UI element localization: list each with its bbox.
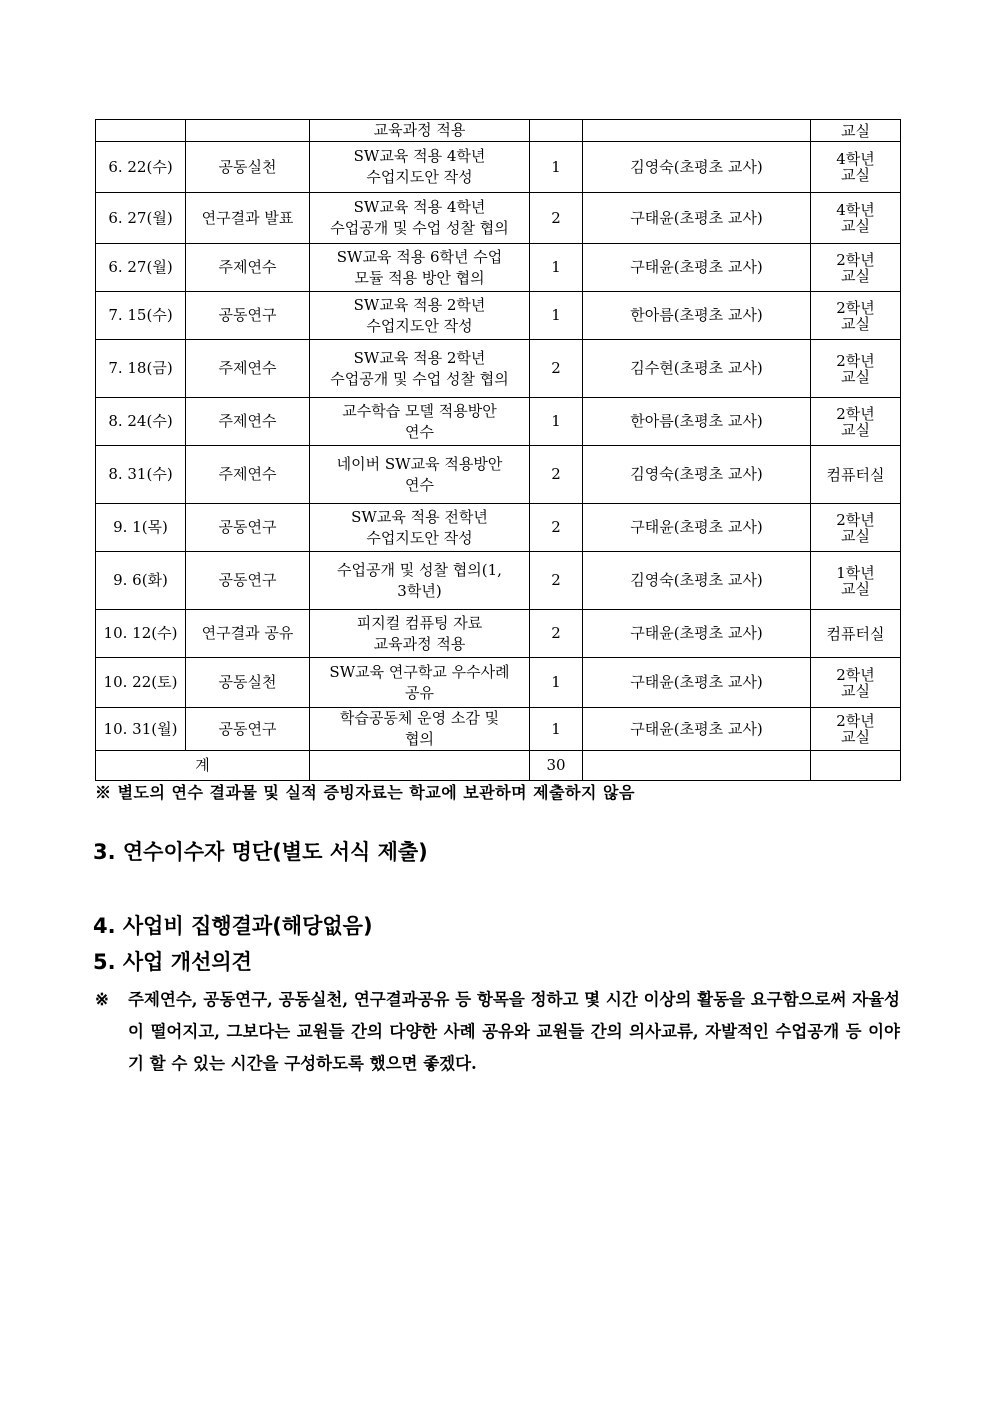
content-line: 수업지도안 작성: [366, 316, 473, 335]
total-hours-cell: 30: [530, 751, 583, 781]
content-cell: [310, 292, 530, 340]
hours-cell: 2: [530, 446, 583, 504]
date-cell: 10. 12(수): [96, 610, 186, 658]
location-cell: [811, 292, 901, 340]
hours-cell: 2: [530, 610, 583, 658]
location-cell: [811, 658, 901, 708]
table-row: [96, 708, 901, 751]
table-row: [96, 552, 901, 610]
type-cell: 공동실천: [186, 142, 310, 193]
content-line: 수업공개 및 성찰 협의(1,: [337, 560, 502, 579]
content-line: 교육과정 적용: [373, 121, 466, 139]
content-line: SW교육 적용 2학년: [353, 295, 486, 314]
location-cell: [811, 504, 901, 552]
location-line: 교실: [841, 367, 870, 386]
content-cell: [310, 120, 530, 142]
instructor-cell: 김영숙(초평초 교사): [583, 552, 811, 610]
content-cell: [310, 340, 530, 398]
instructor-cell: 구태윤(초평초 교사): [583, 708, 811, 751]
hours-cell: 2: [530, 340, 583, 398]
location-line: 2학년: [836, 404, 875, 423]
type-cell: 공동연구: [186, 292, 310, 340]
hours-cell: 2: [530, 504, 583, 552]
content-line: 모듈 적용 방안 협의: [354, 268, 485, 287]
table-row: [96, 398, 901, 446]
content-cell: [310, 552, 530, 610]
location-cell: [811, 446, 901, 504]
location-cell: [811, 244, 901, 292]
total-row: [96, 751, 901, 781]
content-line: 교수학습 모델 적용방안: [342, 401, 497, 420]
type-cell: 공동연구: [186, 504, 310, 552]
content-line: 협의: [405, 730, 434, 748]
table-body: [96, 120, 901, 781]
table-row: [96, 658, 901, 708]
type-cell: 주제연수: [186, 398, 310, 446]
location-cell: [811, 552, 901, 610]
location-cell: [811, 708, 901, 751]
location-line: 4학년: [836, 201, 875, 219]
content-line: 피지컬 컴퓨팅 자료: [356, 613, 483, 632]
type-cell: 연구결과 발표: [186, 193, 310, 244]
content-line: 네이버 SW교육 적용방안: [336, 454, 503, 473]
hours-cell: 1: [530, 244, 583, 292]
hours-cell: 1: [530, 292, 583, 340]
location-line: 교실: [841, 526, 870, 545]
hours-cell: 1: [530, 142, 583, 193]
instructor-cell: 구태윤(초평초 교사): [583, 244, 811, 292]
content-cell: [310, 658, 530, 708]
location-line: 4학년: [836, 150, 875, 168]
location-cell: [811, 398, 901, 446]
location-line: 교실: [841, 579, 870, 598]
location-line: 컴퓨터실: [826, 624, 885, 643]
content-line: 교육과정 적용: [373, 634, 466, 653]
section-3-heading: 3. 연수이수자 명단(별도 서식 제출): [93, 840, 428, 864]
location-line: 교실: [841, 728, 870, 746]
content-line: 연수: [405, 475, 434, 494]
location-line: 1학년: [836, 563, 875, 582]
table-row: [96, 446, 901, 504]
total-label-cell: 계: [96, 751, 310, 781]
total-location-cell: [811, 751, 901, 781]
date-cell: 8. 24(수): [96, 398, 186, 446]
date-cell: 7. 15(수): [96, 292, 186, 340]
content-cell: [310, 446, 530, 504]
content-line: SW교육 적용 전학년: [351, 507, 488, 526]
content-line: 수업지도안 작성: [366, 528, 473, 547]
location-cell: [811, 610, 901, 658]
content-line: SW교육 적용 4학년: [353, 147, 486, 165]
instructor-cell: 한아름(초평초 교사): [583, 292, 811, 340]
instructor-cell: 김영숙(초평초 교사): [583, 446, 811, 504]
total-content-cell: [310, 751, 530, 781]
instructor-cell: 구태윤(초평초 교사): [583, 504, 811, 552]
location-line: 컴퓨터실: [826, 465, 885, 484]
content-line: 공유: [405, 683, 434, 702]
date-cell: 10. 31(월): [96, 708, 186, 751]
location-cell: [811, 120, 901, 142]
date-cell: 6. 22(수): [96, 142, 186, 193]
table-row: [96, 292, 901, 340]
instructor-cell: 김수현(초평초 교사): [583, 340, 811, 398]
section-5-heading: 5. 사업 개선의견: [93, 950, 252, 974]
content-line: 수업지도안 작성: [366, 168, 473, 186]
instructor-cell: 구태윤(초평초 교사): [583, 658, 811, 708]
hours-cell: 2: [530, 193, 583, 244]
location-cell: [811, 340, 901, 398]
type-cell: 연구결과 공유: [186, 610, 310, 658]
content-line: 연수: [405, 422, 434, 441]
location-line: 2학년: [836, 298, 875, 317]
hours-cell: 2: [530, 552, 583, 610]
table-row: [96, 142, 901, 193]
location-line: 교실: [841, 420, 870, 439]
instructor-cell: [583, 120, 811, 142]
location-line: 교실: [841, 121, 870, 140]
content-cell: [310, 193, 530, 244]
type-cell: 공동연구: [186, 552, 310, 610]
location-cell: [811, 193, 901, 244]
reference-mark: ※: [95, 990, 109, 1009]
content-line: SW교육 적용 2학년: [353, 348, 486, 367]
date-cell: 6. 27(월): [96, 244, 186, 292]
date-cell: 8. 31(수): [96, 446, 186, 504]
table-row: [96, 244, 901, 292]
section-4-heading: 4. 사업비 집행결과(해당없음): [93, 914, 373, 938]
hours-cell: 1: [530, 398, 583, 446]
location-line: 교실: [841, 266, 870, 285]
improvement-opinion: [95, 984, 900, 1080]
location-line: 2학년: [836, 250, 875, 269]
table-row: [96, 504, 901, 552]
type-cell: [186, 120, 310, 142]
type-cell: 주제연수: [186, 244, 310, 292]
date-cell: 7. 18(금): [96, 340, 186, 398]
content-line: SW교육 연구학교 우수사례: [329, 662, 510, 681]
hours-cell: [530, 120, 583, 142]
location-line: 2학년: [836, 712, 875, 730]
content-cell: [310, 244, 530, 292]
content-line: 수업공개 및 수업 성찰 협의: [330, 219, 509, 237]
date-cell: 10. 22(토): [96, 658, 186, 708]
opinion-text: 주제연수, 공동연구, 공동실천, 연구결과공유 등 항목을 정하고 몇 시간 이상의 활동을 요구함으로써 자율성이 떨어지고, 그보다는 교원들 간의 다양한 사례 공유와 교원들 간의 의사교류, 자발적인 수업공개 등 이야기 할 수 있는 시간을 구성하도록 했으면 좋겠다.: [128, 990, 900, 1073]
content-line: SW교육 적용 6학년 수업: [336, 247, 503, 266]
content-line: SW교육 적용 4학년: [353, 198, 486, 216]
date-cell: 9. 6(화): [96, 552, 186, 610]
content-cell: [310, 610, 530, 658]
date-cell: 9. 1(목): [96, 504, 186, 552]
location-line: 2학년: [836, 510, 875, 529]
type-cell: 공동실천: [186, 658, 310, 708]
content-cell: [310, 142, 530, 193]
content-cell: [310, 708, 530, 751]
content-cell: [310, 398, 530, 446]
location-cell: [811, 142, 901, 193]
instructor-cell: 구태윤(초평초 교사): [583, 610, 811, 658]
location-line: 2학년: [836, 665, 875, 684]
content-line: 3학년): [397, 581, 442, 600]
type-cell: 공동연구: [186, 708, 310, 751]
evidence-note: ※ 별도의 연수 결과물 및 실적 증빙자료는 학교에 보관하며 제출하지 않음: [95, 783, 635, 802]
instructor-cell: 한아름(초평초 교사): [583, 398, 811, 446]
location-line: 교실: [841, 314, 870, 333]
content-cell: [310, 504, 530, 552]
location-line: 교실: [841, 681, 870, 700]
content-line: 수업공개 및 수업 성찰 협의: [330, 369, 509, 388]
content-line: 학습공동체 운영 소감 및: [339, 709, 500, 727]
table-row: [96, 120, 901, 142]
hours-cell: 1: [530, 708, 583, 751]
training-schedule-table: [95, 119, 901, 781]
location-line: 2학년: [836, 351, 875, 370]
table-row: [96, 193, 901, 244]
type-cell: 주제연수: [186, 446, 310, 504]
instructor-cell: 구태윤(초평초 교사): [583, 193, 811, 244]
date-cell: [96, 120, 186, 142]
table-row: [96, 610, 901, 658]
total-instructor-cell: [583, 751, 811, 781]
table-row: [96, 340, 901, 398]
date-cell: 6. 27(월): [96, 193, 186, 244]
instructor-cell: 김영숙(초평초 교사): [583, 142, 811, 193]
hours-cell: 1: [530, 658, 583, 708]
location-line: 교실: [841, 217, 870, 235]
type-cell: 주제연수: [186, 340, 310, 398]
location-line: 교실: [841, 166, 870, 184]
